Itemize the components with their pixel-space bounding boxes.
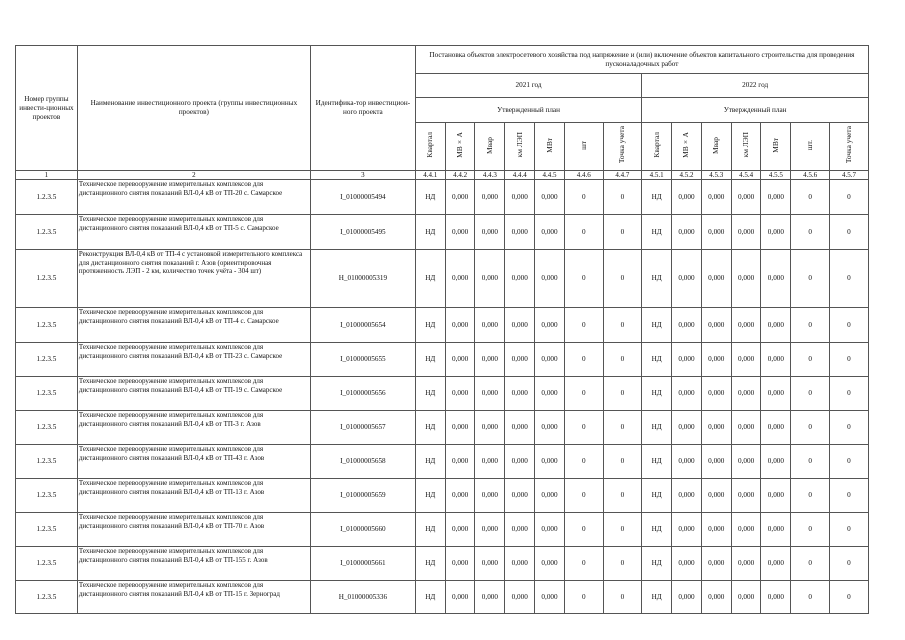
- cell-value-2022: 0,000: [701, 215, 731, 250]
- cell-value-2022: 0: [791, 513, 830, 547]
- cell-quarter-2021: НД: [415, 250, 445, 308]
- header-unit-2021-3: [475, 123, 505, 171]
- cell-quarter-2022: НД: [642, 215, 672, 250]
- cell-value-2022: 0: [829, 215, 868, 250]
- header-unit-2021-4: [505, 123, 535, 171]
- cell-value-2021: 0,000: [535, 377, 565, 411]
- cell-value-2021: 0,000: [475, 513, 505, 547]
- cell-value-2022: 0: [791, 411, 830, 445]
- cell-project-name: Техническое перевооружение измерительных комплексов для дистанционного снятия показаний ВЛ-0,4 кВ от ТП-23 с. Самарское: [77, 343, 310, 377]
- cell-value-2021: 0: [564, 513, 603, 547]
- cell-value-2021: 0,000: [535, 250, 565, 308]
- cell-value-2021: 0,000: [445, 308, 475, 343]
- column-number: 4.5.6: [791, 171, 830, 180]
- cell-value-2021: 0,000: [475, 547, 505, 581]
- column-number: 4.4.5: [535, 171, 565, 180]
- cell-quarter-2022: НД: [642, 250, 672, 308]
- cell-value-2022: 0: [829, 411, 868, 445]
- header-unit-label: шт.: [805, 139, 815, 151]
- header-unit-label: Точка учета: [843, 126, 853, 164]
- header-unit-2022-7: [829, 123, 868, 171]
- cell-value-2021: 0,000: [535, 343, 565, 377]
- cell-project-id: I_01000005659: [310, 479, 415, 513]
- cell-quarter-2021: НД: [415, 215, 445, 250]
- cell-value-2022: 0: [791, 445, 830, 479]
- cell-value-2022: 0,000: [672, 180, 702, 215]
- cell-value-2021: 0,000: [475, 581, 505, 614]
- cell-value-2022: 0,000: [672, 513, 702, 547]
- header-unit-2021-7: [603, 123, 642, 171]
- document-sheet: [15, 45, 869, 614]
- cell-project-id: I_01000005661: [310, 547, 415, 581]
- header-unit-2021-1: [415, 123, 445, 171]
- cell-value-2022: 0,000: [672, 308, 702, 343]
- cell-value-2021: 0: [603, 479, 642, 513]
- cell-value-2021: 0,000: [475, 479, 505, 513]
- header-year-2021: 2021 год: [415, 74, 641, 98]
- cell-quarter-2021: НД: [415, 513, 445, 547]
- cell-project-id: H_01000005319: [310, 250, 415, 308]
- header-unit-label: Квартал: [651, 132, 661, 158]
- header-unit-label: МВ×А: [681, 132, 691, 158]
- cell-value-2021: 0: [564, 308, 603, 343]
- cell-project-id: I_01000005656: [310, 377, 415, 411]
- cell-value-2022: 0,000: [731, 445, 761, 479]
- cell-value-2022: 0,000: [731, 215, 761, 250]
- cell-value-2021: 0: [564, 215, 603, 250]
- cell-value-2021: 0,000: [505, 377, 535, 411]
- cell-value-2021: 0,000: [505, 513, 535, 547]
- cell-value-2022: 0,000: [731, 250, 761, 308]
- cell-project-id: I_01000005660: [310, 513, 415, 547]
- cell-value-2021: 0: [603, 513, 642, 547]
- header-project-name: Наименование инвестиционного проекта (группы инвестиционных проектов): [77, 46, 310, 171]
- column-number: 4.4.1: [415, 171, 445, 180]
- cell-project-id: I_01000005657: [310, 411, 415, 445]
- column-number: 4.4.4: [505, 171, 535, 180]
- cell-value-2021: 0,000: [505, 250, 535, 308]
- cell-quarter-2021: НД: [415, 547, 445, 581]
- cell-quarter-2021: НД: [415, 308, 445, 343]
- cell-value-2021: 0: [603, 411, 642, 445]
- cell-value-2022: 0,000: [701, 180, 731, 215]
- cell-value-2022: 0: [829, 308, 868, 343]
- cell-project-name: Техническое перевооружение измерительных комплексов для дистанционного снятия показаний ВЛ-0,4 кВ от ТП-43 г. Азов: [77, 445, 310, 479]
- cell-value-2021: 0,000: [475, 250, 505, 308]
- cell-quarter-2021: НД: [415, 180, 445, 215]
- cell-quarter-2022: НД: [642, 308, 672, 343]
- cell-value-2022: 0,000: [731, 547, 761, 581]
- cell-value-2021: 0,000: [535, 547, 565, 581]
- header-unit-2022-3: [701, 123, 731, 171]
- cell-value-2022: 0: [829, 377, 868, 411]
- cell-value-2022: 0: [791, 215, 830, 250]
- cell-value-2022: 0: [791, 377, 830, 411]
- cell-value-2021: 0,000: [505, 343, 535, 377]
- cell-value-2022: 0,000: [672, 581, 702, 614]
- cell-value-2021: 0,000: [535, 308, 565, 343]
- cell-value-2021: 0: [603, 547, 642, 581]
- cell-value-2022: 0,000: [761, 513, 791, 547]
- table-row: [16, 250, 869, 308]
- header-unit-2022-1: [642, 123, 672, 171]
- cell-value-2022: 0,000: [761, 479, 791, 513]
- cell-value-2021: 0: [603, 250, 642, 308]
- header-unit-2021-6: [564, 123, 603, 171]
- header-unit-label: МВт: [770, 137, 780, 153]
- investment-table: [15, 45, 869, 614]
- cell-group-number: 1.2.3.5: [16, 479, 78, 513]
- cell-value-2022: 0,000: [701, 513, 731, 547]
- cell-value-2021: 0,000: [505, 547, 535, 581]
- header-unit-label: МВ×А: [455, 132, 465, 158]
- cell-value-2021: 0,000: [505, 308, 535, 343]
- cell-value-2022: 0,000: [701, 250, 731, 308]
- cell-value-2021: 0,000: [445, 215, 475, 250]
- header-unit-2022-4: [731, 123, 761, 171]
- cell-value-2022: 0: [791, 180, 830, 215]
- cell-value-2021: 0,000: [445, 377, 475, 411]
- cell-value-2022: 0,000: [701, 343, 731, 377]
- cell-value-2021: 0,000: [445, 411, 475, 445]
- cell-value-2022: 0,000: [701, 308, 731, 343]
- cell-project-id: I_01000005658: [310, 445, 415, 479]
- cell-group-number: 1.2.3.5: [16, 180, 78, 215]
- cell-value-2022: 0,000: [761, 250, 791, 308]
- cell-value-2022: 0: [791, 343, 830, 377]
- cell-project-name: Техническое перевооружение измерительных комплексов для дистанционного снятия показаний ВЛ-0,4 кВ от ТП-155 г. Азов: [77, 547, 310, 581]
- cell-value-2021: 0: [603, 308, 642, 343]
- cell-project-name: Техническое перевооружение измерительных комплексов для дистанционного снятия показаний ВЛ-0,4 кВ от ТП-3 г. Азов: [77, 411, 310, 445]
- cell-value-2022: 0,000: [731, 377, 761, 411]
- cell-quarter-2022: НД: [642, 547, 672, 581]
- cell-value-2021: 0: [564, 377, 603, 411]
- table-row: [16, 180, 869, 215]
- cell-value-2021: 0: [564, 581, 603, 614]
- cell-value-2021: 0,000: [475, 377, 505, 411]
- cell-value-2022: 0,000: [701, 377, 731, 411]
- cell-value-2022: 0: [791, 250, 830, 308]
- cell-value-2021: 0,000: [505, 215, 535, 250]
- cell-value-2022: 0,000: [761, 180, 791, 215]
- cell-value-2022: 0: [791, 479, 830, 513]
- cell-value-2021: 0,000: [535, 215, 565, 250]
- header-unit-label: МВт: [544, 137, 554, 153]
- cell-quarter-2022: НД: [642, 445, 672, 479]
- cell-group-number: 1.2.3.5: [16, 377, 78, 411]
- header-unit-2022-2: [672, 123, 702, 171]
- cell-project-name: Техническое перевооружение измерительных комплексов для дистанционного снятия показаний ВЛ-0,4 кВ от ТП-13 г. Азов: [77, 479, 310, 513]
- cell-value-2022: 0: [829, 547, 868, 581]
- cell-value-2022: 0,000: [672, 343, 702, 377]
- cell-value-2022: 0: [829, 581, 868, 614]
- table-row: [16, 377, 869, 411]
- cell-value-2022: 0: [829, 445, 868, 479]
- cell-value-2021: 0,000: [505, 445, 535, 479]
- cell-value-2021: 0,000: [475, 215, 505, 250]
- cell-project-id: H_01000005336: [310, 581, 415, 614]
- cell-value-2022: 0,000: [672, 547, 702, 581]
- cell-project-name: Техническое перевооружение измерительных комплексов для дистанционного снятия показаний ВЛ-0,4 кВ от ТП-5 с. Самарское: [77, 215, 310, 250]
- cell-group-number: 1.2.3.5: [16, 411, 78, 445]
- cell-value-2021: 0,000: [505, 479, 535, 513]
- cell-value-2022: 0,000: [672, 411, 702, 445]
- cell-value-2021: 0,000: [535, 445, 565, 479]
- column-number: 4.4.2: [445, 171, 475, 180]
- header-unit-label: шт: [578, 140, 588, 150]
- cell-quarter-2022: НД: [642, 513, 672, 547]
- cell-group-number: 1.2.3.5: [16, 250, 78, 308]
- header-commissioning: Постановка объектов электросетевого хозяйства под напряжение и (или) включение объектов капитального строительства для проведения пусконаладочных работ: [415, 46, 868, 74]
- cell-value-2021: 0,000: [445, 180, 475, 215]
- cell-value-2021: 0,000: [445, 581, 475, 614]
- column-number: 4.4.6: [564, 171, 603, 180]
- cell-project-name: Техническое перевооружение измерительных комплексов для дистанционного снятия показаний ВЛ-0,4 кВ от ТП-15 г. Зерноград: [77, 581, 310, 614]
- cell-project-name: Техническое перевооружение измерительных комплексов для дистанционного снятия показаний ВЛ-0,4 кВ от ТП-4 с. Самарское: [77, 308, 310, 343]
- cell-quarter-2022: НД: [642, 411, 672, 445]
- column-number: 1: [16, 171, 78, 180]
- cell-value-2021: 0,000: [445, 479, 475, 513]
- cell-value-2022: 0: [829, 513, 868, 547]
- cell-value-2021: 0,000: [505, 581, 535, 614]
- cell-value-2021: 0: [564, 180, 603, 215]
- cell-value-2021: 0: [564, 479, 603, 513]
- cell-group-number: 1.2.3.5: [16, 308, 78, 343]
- cell-value-2022: 0,000: [761, 377, 791, 411]
- column-number: 4.5.3: [701, 171, 731, 180]
- table-row: [16, 581, 869, 614]
- cell-value-2021: 0: [603, 445, 642, 479]
- cell-value-2022: 0,000: [761, 308, 791, 343]
- header-unit-2022-6: [791, 123, 830, 171]
- cell-value-2022: 0,000: [731, 581, 761, 614]
- cell-quarter-2021: НД: [415, 377, 445, 411]
- cell-value-2022: 0,000: [672, 250, 702, 308]
- cell-value-2021: 0: [564, 250, 603, 308]
- cell-value-2021: 0,000: [475, 411, 505, 445]
- cell-project-id: I_01000005495: [310, 215, 415, 250]
- cell-value-2022: 0,000: [731, 308, 761, 343]
- cell-value-2022: 0,000: [701, 581, 731, 614]
- cell-value-2022: 0: [791, 581, 830, 614]
- cell-quarter-2021: НД: [415, 479, 445, 513]
- cell-quarter-2022: НД: [642, 377, 672, 411]
- header-project-id: Идентифика-тор инвестицион-ного проекта: [310, 46, 415, 171]
- column-number: 4.4.7: [603, 171, 642, 180]
- header-unit-label: Мвар: [711, 136, 721, 154]
- cell-value-2021: 0: [603, 180, 642, 215]
- header-year-2022: 2022 год: [642, 74, 869, 98]
- table-row: [16, 215, 869, 250]
- cell-value-2022: 0: [791, 547, 830, 581]
- table-row: [16, 513, 869, 547]
- cell-value-2022: 0,000: [761, 411, 791, 445]
- cell-value-2021: 0,000: [535, 411, 565, 445]
- cell-project-name: Реконструкция ВЛ-0,4 кВ от ТП-4 с установкой измерительного комплекса для дистанционного снятия показаний г. Азов (ориентировочная протяженность ЛЭП - 2 км, количество точек учёта - 304 шт): [77, 250, 310, 308]
- cell-quarter-2021: НД: [415, 411, 445, 445]
- header-unit-2022-5: [761, 123, 791, 171]
- cell-value-2021: 0,000: [475, 445, 505, 479]
- cell-value-2022: 0,000: [761, 445, 791, 479]
- column-number: 2: [77, 171, 310, 180]
- cell-value-2021: 0,000: [475, 308, 505, 343]
- header-plan-2021: Утвержденный план: [415, 98, 641, 123]
- cell-value-2022: 0: [791, 308, 830, 343]
- cell-value-2021: 0,000: [445, 547, 475, 581]
- cell-quarter-2021: НД: [415, 343, 445, 377]
- cell-value-2021: 0: [564, 343, 603, 377]
- header-unit-label: км ЛЭП: [514, 132, 524, 158]
- cell-value-2022: 0,000: [731, 180, 761, 215]
- header-unit-label: Мвар: [484, 136, 494, 154]
- column-number: 4.5.4: [731, 171, 761, 180]
- cell-group-number: 1.2.3.5: [16, 513, 78, 547]
- cell-value-2022: 0,000: [701, 547, 731, 581]
- cell-value-2021: 0,000: [535, 581, 565, 614]
- cell-group-number: 1.2.3.5: [16, 445, 78, 479]
- cell-value-2022: 0,000: [761, 343, 791, 377]
- header-unit-label: Квартал: [425, 132, 435, 158]
- cell-value-2021: 0,000: [505, 180, 535, 215]
- header-unit-2021-2: [445, 123, 475, 171]
- cell-value-2021: 0: [564, 445, 603, 479]
- cell-value-2021: 0,000: [445, 445, 475, 479]
- cell-value-2021: 0: [603, 581, 642, 614]
- cell-value-2022: 0,000: [761, 581, 791, 614]
- cell-value-2021: 0,000: [445, 250, 475, 308]
- column-number: 3: [310, 171, 415, 180]
- column-number: 4.5.7: [829, 171, 868, 180]
- table-row: [16, 411, 869, 445]
- cell-value-2021: 0,000: [535, 513, 565, 547]
- table-row: [16, 343, 869, 377]
- cell-value-2021: 0: [603, 377, 642, 411]
- cell-value-2022: 0: [829, 479, 868, 513]
- header-unit-2021-5: [535, 123, 565, 171]
- table-row: [16, 479, 869, 513]
- cell-value-2022: 0,000: [672, 479, 702, 513]
- cell-value-2022: 0,000: [672, 445, 702, 479]
- cell-value-2022: 0,000: [672, 215, 702, 250]
- cell-value-2022: 0,000: [701, 445, 731, 479]
- column-number: 4.5.1: [642, 171, 672, 180]
- cell-group-number: 1.2.3.5: [16, 581, 78, 614]
- cell-project-name: Техническое перевооружение измерительных комплексов для дистанционного снятия показаний ВЛ-0,4 кВ от ТП-70 г. Азов: [77, 513, 310, 547]
- column-number: 4.5.5: [761, 171, 791, 180]
- cell-value-2021: 0,000: [445, 343, 475, 377]
- column-number: 4.4.3: [475, 171, 505, 180]
- cell-value-2022: 0,000: [701, 479, 731, 513]
- cell-group-number: 1.2.3.5: [16, 343, 78, 377]
- cell-value-2021: 0,000: [535, 180, 565, 215]
- cell-project-name: Техническое перевооружение измерительных комплексов для дистанционного снятия показаний ВЛ-0,4 кВ от ТП-20 с. Самарское: [77, 180, 310, 215]
- cell-project-name: Техническое перевооружение измерительных комплексов для дистанционного снятия показаний ВЛ-0,4 кВ от ТП-19 с. Самарское: [77, 377, 310, 411]
- header-group-number: Номер группы инвести-ционных проектов: [16, 46, 78, 171]
- cell-value-2021: 0,000: [475, 180, 505, 215]
- cell-group-number: 1.2.3.5: [16, 215, 78, 250]
- cell-project-id: I_01000005655: [310, 343, 415, 377]
- cell-value-2022: 0,000: [731, 343, 761, 377]
- cell-value-2022: 0,000: [731, 411, 761, 445]
- header-unit-label: км ЛЭП: [741, 132, 751, 158]
- cell-quarter-2021: НД: [415, 445, 445, 479]
- header-unit-label: Точка учета: [617, 126, 627, 164]
- cell-value-2022: 0: [829, 343, 868, 377]
- cell-quarter-2022: НД: [642, 581, 672, 614]
- cell-value-2021: 0: [603, 215, 642, 250]
- cell-group-number: 1.2.3.5: [16, 547, 78, 581]
- header-plan-2022: Утвержденный план: [642, 98, 869, 123]
- cell-value-2021: 0: [564, 547, 603, 581]
- cell-value-2021: 0: [564, 411, 603, 445]
- cell-value-2021: 0: [603, 343, 642, 377]
- cell-quarter-2022: НД: [642, 180, 672, 215]
- cell-value-2021: 0,000: [505, 411, 535, 445]
- table-row: [16, 547, 869, 581]
- cell-value-2022: 0,000: [731, 513, 761, 547]
- cell-project-id: I_01000005494: [310, 180, 415, 215]
- column-number: 4.5.2: [672, 171, 702, 180]
- table-row: [16, 445, 869, 479]
- cell-value-2021: 0,000: [535, 479, 565, 513]
- cell-quarter-2022: НД: [642, 343, 672, 377]
- cell-value-2021: 0,000: [445, 513, 475, 547]
- cell-value-2022: 0,000: [761, 547, 791, 581]
- cell-value-2022: 0,000: [761, 215, 791, 250]
- cell-project-id: I_01000005654: [310, 308, 415, 343]
- cell-value-2022: 0,000: [672, 377, 702, 411]
- table-row: [16, 308, 869, 343]
- cell-value-2021: 0,000: [475, 343, 505, 377]
- cell-value-2022: 0,000: [731, 479, 761, 513]
- cell-value-2022: 0,000: [701, 411, 731, 445]
- cell-quarter-2022: НД: [642, 479, 672, 513]
- cell-value-2022: 0: [829, 180, 868, 215]
- cell-value-2022: 0: [829, 250, 868, 308]
- cell-quarter-2021: НД: [415, 581, 445, 614]
